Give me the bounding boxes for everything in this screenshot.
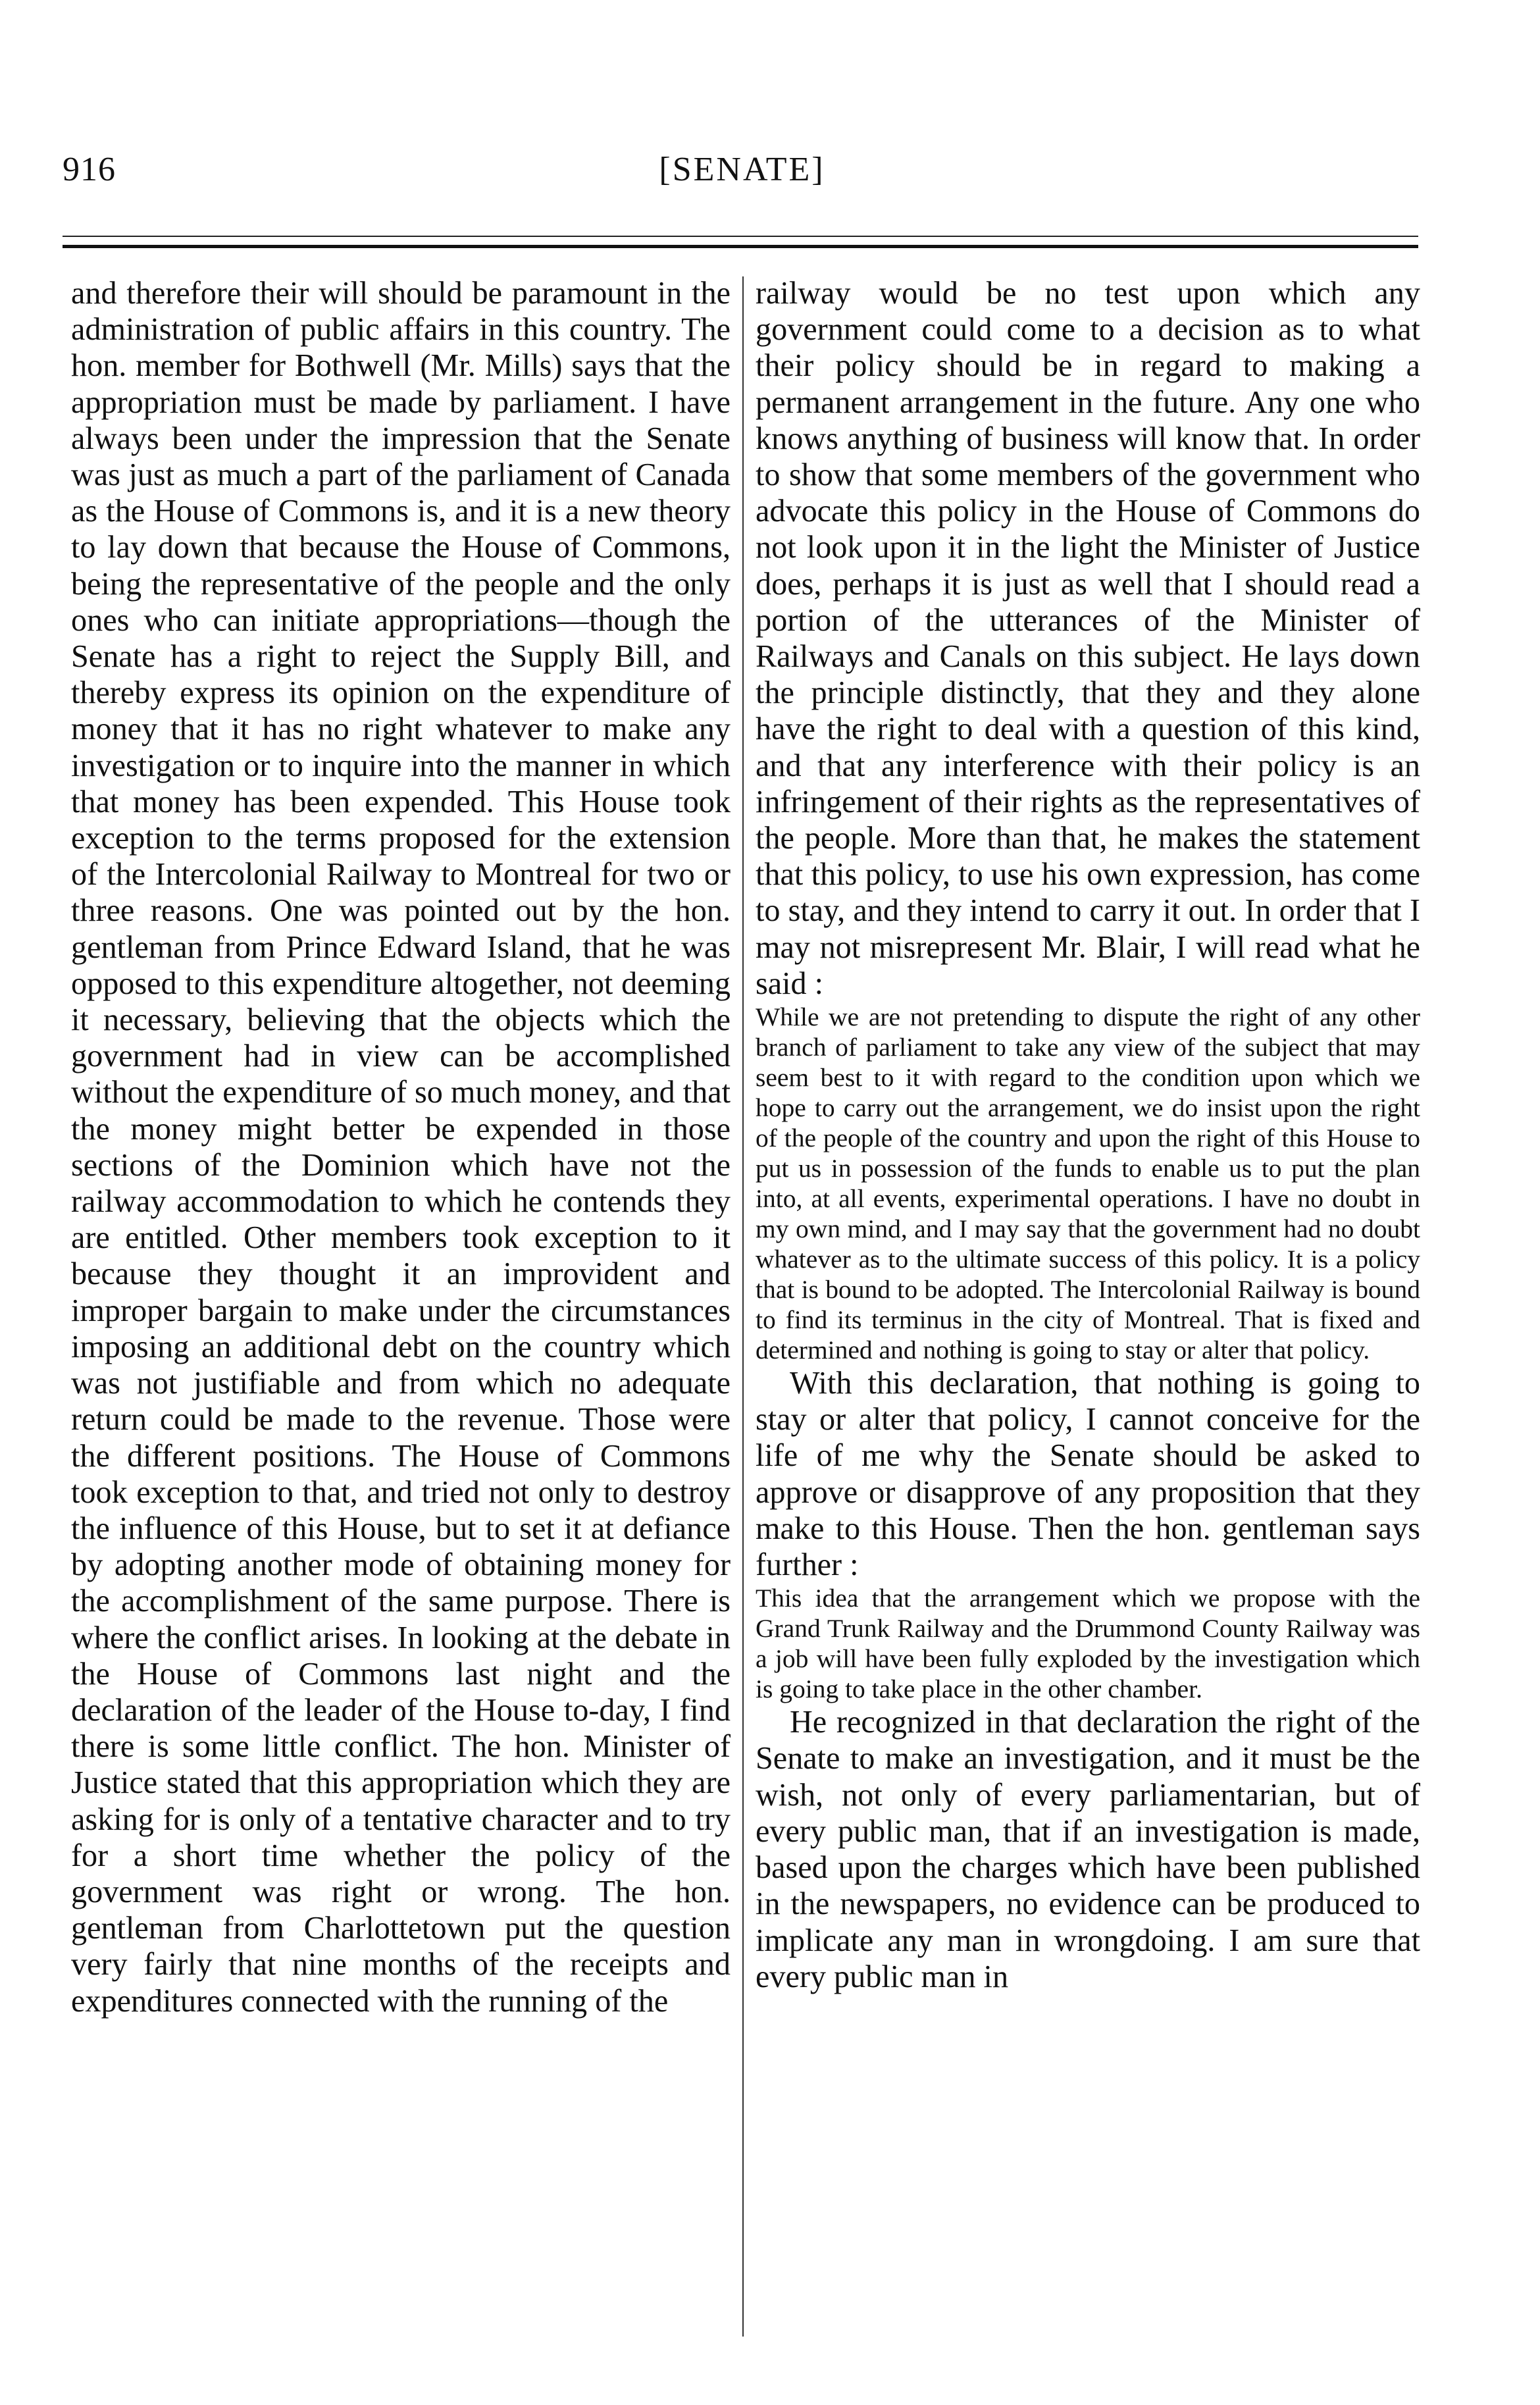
right-paragraph-3: He recognized in that declaration the right of the Senate to make an investigation, and it must be the wish, not only of every parliamentarian, but of every public man, that if an investigation is made, based upon the charges which have been published in the newspapers, no evidence can be produced to implicate any man in wrongdoing. I am sure that every public man in — [756, 1705, 1420, 1994]
block-quote-2: This idea that the arrangement which we propose with the Grand Trunk Railway and the Drummond County Railway was a job will have been fully exploded by the investigation which is going to take place in the other chamber. — [756, 1584, 1420, 1704]
right-column — [756, 275, 1420, 1995]
column-divider — [742, 276, 744, 2337]
left-column — [71, 275, 731, 2019]
page-header — [63, 150, 1422, 196]
header-rule-thick — [63, 245, 1418, 248]
page-number: 916 — [63, 151, 116, 188]
left-column-paragraph: and therefore their will should be paramount in the administration of public affairs in this country. The hon. member for Bothwell (Mr. Mills) says that the appropriation must be made by parliament. I have always been under the impression that the Senate was just as much a part of the parliament of Canada as the House of Commons is, and it is a new theory to lay down that because the House of Commons, being the representative of the people and the only ones who can initiate appropriations—though the Senate has a right to reject the Supply Bill, and thereby express its opinion on the expenditure of money that it has no right whatever to make any investigation or to inquire into the manner in which that money has been expended. This House took exception to the terms proposed for the extension of the Intercolonial Railway to Montreal for two or three reasons. One was pointed out by the hon. gentleman from Prince Edward Island, that he was opposed to this expenditure altogether, not deeming it necessary, believing that the objects which the government had in view can be accomplished without the expenditure of so much money, and that the money might better be expended in those sections of the Dominion which have not the railway accommodation to which he contends they are entitled. Other members took exception to it because they thought it an improvident and improper bargain to make under the circumstances imposing an additional debt on the country which was not justifiable and from which no adequate return could be made to the revenue. Those were the different positions. The House of Commons took exception to that, and tried not only to destroy the influence of this House, but to set it at defiance by adopting another mode of obtaining money for the accomplishment of the same purpose. There is where the conflict arises. In looking at the debate in the House of Commons last night and the declaration of the leader of the House to-day, I find there is some little conflict. The hon. Minister of Justice stated that this appropriation which they are asking for is only of a tentative character and to try for a short time whether the policy of the government was right or wrong. The hon. gentleman from Charlottetown put the question very fairly that nine months of the receipts and expenditures connected with the running of the — [71, 276, 731, 2019]
header-rule-thin — [63, 236, 1418, 237]
running-title: [SENATE] — [659, 151, 825, 188]
right-paragraph-1: railway would be no test upon which any government could come to a decision as to what their policy should be in regard to making a permanent arrangement in the future. Any one who knows anything of business will know that. In order to show that some members of the government who advocate this policy in the House of Commons do not look upon it in the light the Minister of Justice does, perhaps it is just as well that I should read a portion of the utterances of the Minister of Railways and Canals on this subject. He lays down the principle distinctly, that they and they alone have the right to deal with a question of this kind, and that any interference with their policy is an infringement of their rights as the representatives of the people. More than that, he makes the statement that this policy, to use his own expression, has come to stay, and they intend to carry it out. In order that I may not misrepresent Mr. Blair, I will read what he said : — [756, 276, 1420, 1001]
block-quote-1: While we are not pretending to dispute the right of any other branch of parliament to take any view of the subject that may seem best to it with regard to the condition upon which we hope to carry out the arrangement, we do insist upon the right of the people of the country and upon the right of this House to put us in possession of the funds to enable us to put the plan into, at all events, experimental operations. I have no doubt in my own mind, and I may say that the government had no doubt whatever as to the ultimate success of this policy. It is a policy that is bound to be adopted. The Intercolonial Railway is bound to find its terminus in the city of Montreal. That is fixed and determined and nothing is going to stay or alter that policy. — [756, 1002, 1420, 1365]
right-paragraph-2: With this declaration, that nothing is going to stay or alter that policy, I cannot conceive for the life of me why the Senate should be asked to approve or disapprove of any proposition that they make to this House. Then the hon. gentleman says further : — [756, 1366, 1420, 1583]
